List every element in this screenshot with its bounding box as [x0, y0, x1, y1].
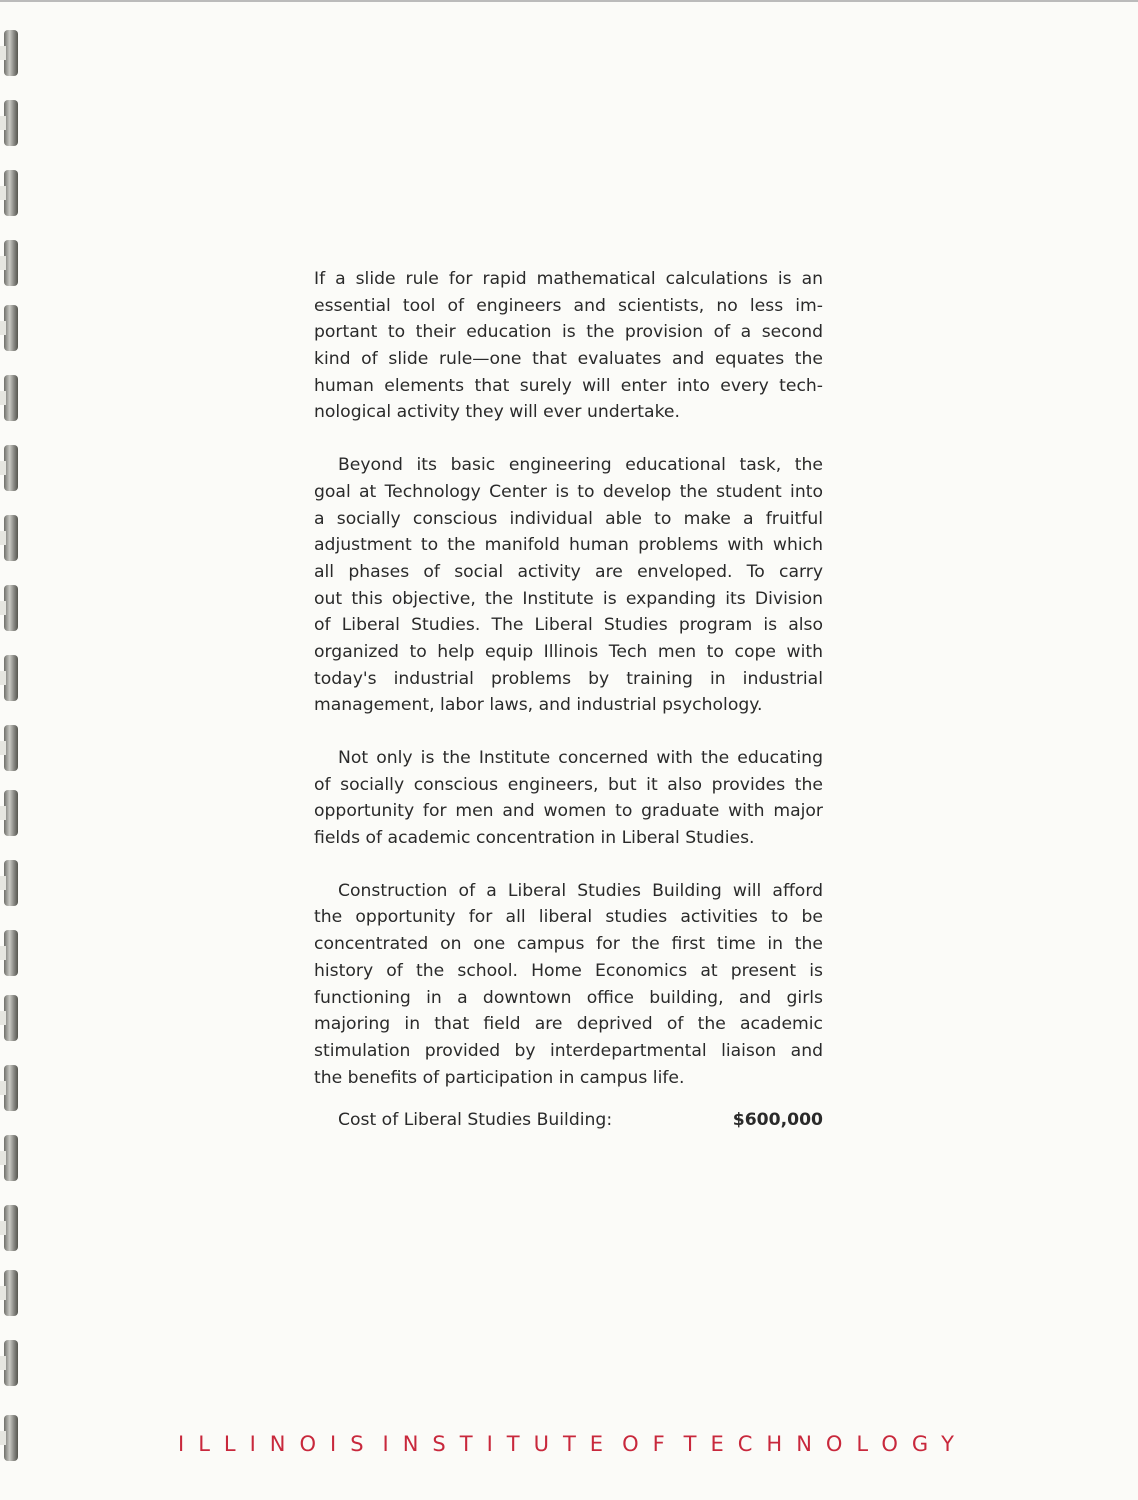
footer-word: INSTITUTE	[382, 1432, 618, 1456]
footer-word: ILLINOIS	[178, 1432, 378, 1456]
cost-amount: $600,000	[732, 1110, 823, 1130]
cost-label: Cost of Liberal Studies Building:	[338, 1110, 613, 1130]
text-line: history of the school. Home Economics at present is	[314, 960, 823, 981]
binding-ring	[4, 445, 18, 491]
text-line: human elements that surely will enter into every tech-	[314, 375, 823, 396]
paragraph	[314, 266, 823, 426]
text-line: essential tool of engineers and scientists, no less im-	[314, 295, 823, 316]
binding-ring	[4, 585, 18, 631]
text-line: nological activity they will ever undertake.	[314, 402, 680, 423]
binding-ring	[4, 1065, 18, 1111]
footer-institution-name	[178, 1432, 968, 1456]
text-line: stimulation provided by interdepartmental liaison and	[314, 1040, 823, 1061]
binding-ring	[4, 790, 18, 836]
text-line: fields of academic concentration in Liberal Studies.	[314, 828, 755, 849]
text-line: the benefits of participation in campus life.	[314, 1067, 685, 1088]
body-text	[314, 266, 823, 1117]
cost-line	[338, 1110, 823, 1130]
text-line: portant to their education is the provision of a second	[314, 322, 823, 343]
binding-ring	[4, 1340, 18, 1386]
text-line: a socially conscious individual able to make a fruitful	[314, 508, 823, 529]
text-line: functioning in a downtown office building, and girls	[314, 987, 823, 1008]
text-line: Not only is the Institute concerned with the educating	[338, 748, 823, 768]
text-line: kind of slide rule—one that evaluates and equates the	[314, 349, 823, 370]
footer-word: TECHNOLOGY	[683, 1432, 968, 1456]
text-line: all phases of social activity are enveloped. To carry	[314, 561, 823, 582]
text-line: concentrated on one campus for the first time in the	[314, 934, 823, 955]
binding-ring	[4, 100, 18, 146]
paragraph	[314, 452, 823, 719]
binding-ring	[4, 860, 18, 906]
text-line: today's industrial problems by training in industrial	[314, 668, 823, 689]
text-line: the opportunity for all liberal studies activities to be	[314, 907, 823, 928]
binding-ring	[4, 995, 18, 1041]
binding-ring	[4, 30, 18, 76]
paragraph	[314, 878, 823, 1092]
binding-ring	[4, 1135, 18, 1181]
binding-ring	[4, 375, 18, 421]
binding-ring	[4, 655, 18, 701]
binding-ring	[4, 1415, 18, 1461]
text-line: of socially conscious engineers, but it also provides the	[314, 774, 823, 795]
text-line: adjustment to the manifold human problems with which	[314, 535, 823, 556]
binding-ring	[4, 1205, 18, 1251]
footer-word: OF	[622, 1432, 679, 1456]
paragraph	[314, 745, 823, 852]
binding-ring	[4, 170, 18, 216]
text-line: Construction of a Liberal Studies Building will afford	[338, 880, 823, 901]
text-line: Beyond its basic engineering educational task, the	[338, 455, 823, 476]
text-line: opportunity for men and women to graduate with major	[314, 801, 823, 822]
text-line: management, labor laws, and industrial psychology.	[314, 695, 763, 716]
page-top-edge	[0, 0, 1138, 2]
binding-ring	[4, 305, 18, 351]
binding-ring	[4, 515, 18, 561]
text-line: organized to help equip Illinois Tech men to cope with	[314, 641, 823, 662]
text-line: majoring in that field are deprived of the academic	[314, 1014, 823, 1035]
binding-ring	[4, 1270, 18, 1316]
binding-ring	[4, 930, 18, 976]
text-line: If a slide rule for rapid mathematical calculations is an	[314, 269, 823, 289]
binding-ring	[4, 725, 18, 771]
binding-ring	[4, 240, 18, 286]
text-line: out this objective, the Institute is expanding its Division	[314, 588, 823, 609]
text-line: of Liberal Studies. The Liberal Studies program is also	[314, 615, 823, 636]
text-line: goal at Technology Center is to develop the student into	[314, 481, 823, 502]
